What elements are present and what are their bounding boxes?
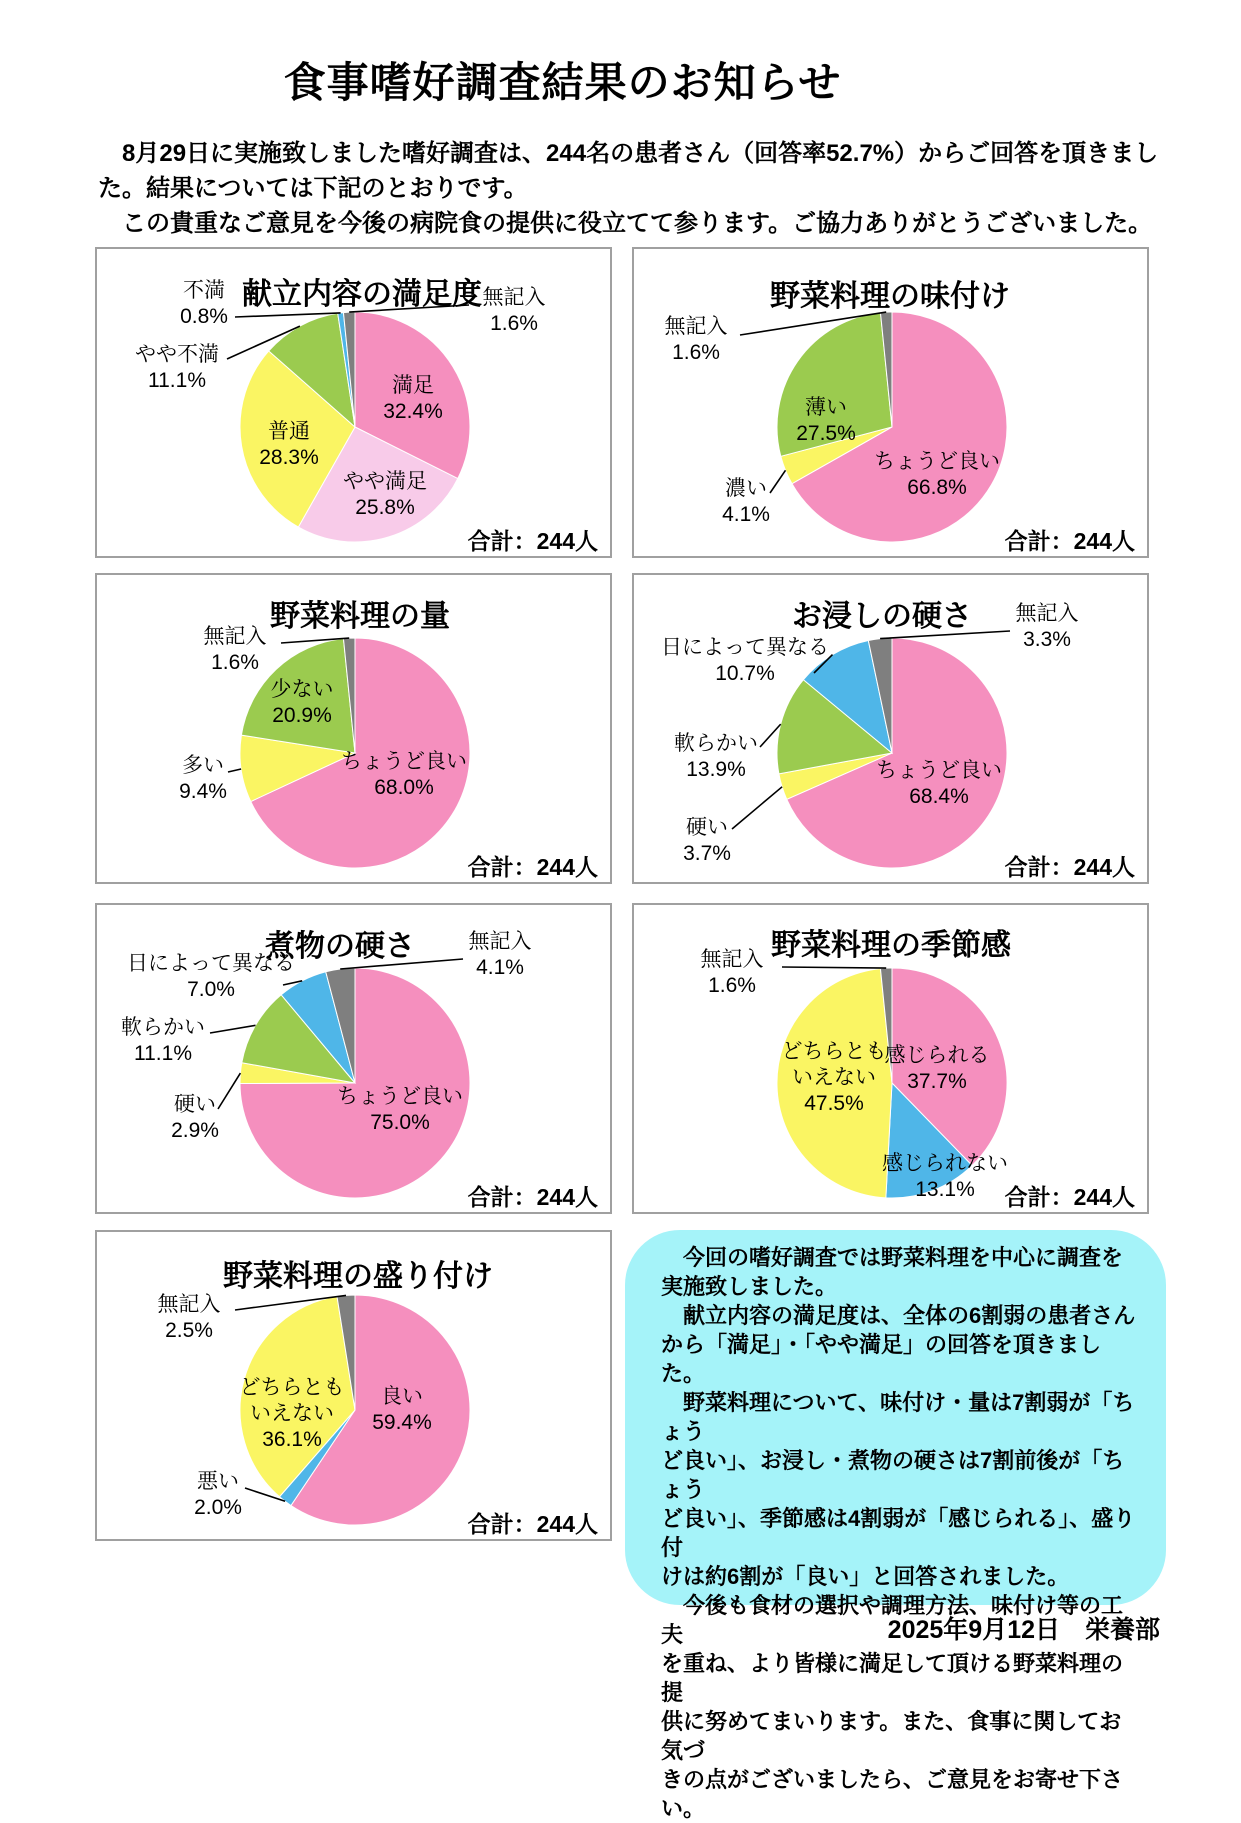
slice-label-pct: 0.8%	[180, 305, 228, 328]
summary-line: 今後も食材の選択や調理方法、味付け等の工夫	[661, 1593, 1124, 1647]
chart-box-veg-amount	[95, 573, 612, 884]
slice-label-text: 無記入	[468, 930, 532, 953]
slice-label-text: 無記入	[482, 286, 546, 309]
slice-label-pct: 28.3%	[259, 446, 319, 469]
slice-label-text: 日によって異なる	[127, 952, 295, 975]
slice-label	[179, 753, 227, 805]
summary-line: 今回の嗜好調査では野菜料理を中心に調査を	[661, 1245, 1124, 1270]
slice-label	[469, 929, 532, 981]
slice-label-pct: 59.4%	[372, 1411, 432, 1434]
leader-line	[210, 1025, 256, 1033]
slice-label	[180, 278, 228, 330]
slice-label	[701, 947, 764, 999]
slice-label	[343, 469, 427, 521]
slice-label	[204, 624, 267, 676]
slice-label	[665, 314, 728, 366]
slice-label-text: 軟らかい	[674, 732, 758, 755]
slice-label	[683, 815, 731, 867]
slice-label	[171, 1092, 219, 1144]
chart-box-ohitashi-hardness	[632, 573, 1149, 884]
slice-label	[337, 1084, 463, 1136]
slice-label-pct: 20.9%	[272, 704, 332, 727]
slice-label	[885, 1043, 990, 1095]
slice-label	[782, 1039, 887, 1117]
leader-line	[782, 967, 886, 968]
slice-label-text: 薄い	[804, 396, 847, 419]
chart-total: 合計：244人	[467, 1184, 598, 1210]
slice-label-text: 日によって異なる	[661, 636, 829, 659]
slice-label	[341, 749, 467, 801]
slice-label	[674, 731, 758, 783]
slice-label	[722, 476, 770, 528]
slice-label-pct: 27.5%	[796, 422, 856, 445]
slice-label-text: 満足	[391, 374, 434, 397]
leader-line	[770, 470, 786, 493]
summary-line: 野菜料理について、味付け・量は7割弱が「ちょう	[661, 1390, 1135, 1444]
summary-line: けは約6割が「良い」と回答されました。	[661, 1564, 1070, 1589]
summary-line: きの点がございましたら、ご意見をお寄せ下さい。	[661, 1767, 1124, 1821]
summary-line: 供に努めてまいります。また、食事に関してお気づ	[661, 1709, 1122, 1763]
slice-label	[259, 419, 319, 471]
slice-label-text: 無記入	[664, 315, 728, 338]
slice-label-pct: 2.9%	[171, 1119, 219, 1142]
slice-label	[1016, 601, 1079, 653]
slice-label-text: 無記入	[700, 948, 764, 971]
slice-label	[483, 285, 546, 337]
chart-total: 合計：244人	[1004, 854, 1135, 880]
slice-label-text: 無記入	[203, 625, 267, 648]
slice-label	[240, 1375, 345, 1453]
chart-box-menu-satisfaction	[95, 247, 612, 558]
slice-label-text: 良い	[380, 1385, 423, 1408]
leader-line	[732, 787, 782, 829]
slice-label-pct: 4.1%	[722, 503, 770, 526]
slice-label-pct: 75.0%	[370, 1111, 430, 1134]
chart-title: 野菜料理の盛り付け	[223, 1260, 493, 1293]
slice-label-text: いえない	[250, 1402, 334, 1425]
slice-label	[135, 342, 219, 394]
slice-label-text: 無記入	[1015, 602, 1079, 625]
intro-line: この貴重なご意見を今後の病院食の提供に役立てて参ります。ご協力ありがとうございました。	[98, 210, 1153, 237]
chart-box-veg-seasoning	[632, 247, 1149, 558]
slice-label-text: 濃い	[725, 477, 767, 500]
slice-label-pct: 1.6%	[672, 341, 720, 364]
slice-label-pct: 11.1%	[134, 1042, 192, 1065]
summary-line: 実施致しました。	[661, 1274, 838, 1299]
slice-label-text: 軟らかい	[121, 1016, 205, 1039]
chart-title: お浸しの硬さ	[792, 600, 972, 633]
chart-total: 合計：244人	[467, 854, 598, 880]
chart-title: 献立内容の満足度	[242, 278, 482, 311]
slice-label	[372, 1384, 432, 1436]
slice-label-pct: 13.9%	[686, 758, 746, 781]
slice-label-text: 悪い	[197, 1470, 239, 1493]
page-title: 食事嗜好調査結果のお知らせ	[283, 59, 842, 106]
slice-label	[158, 1292, 221, 1344]
slice-label-text: いえない	[792, 1066, 876, 1089]
summary-line: ど良い」、季節感は4割弱が「感じられる」、盛り付	[661, 1506, 1136, 1560]
chart-title: 野菜料理の量	[270, 600, 450, 633]
slice-label-pct: 66.8%	[907, 476, 967, 499]
chart-box-veg-seasonality	[632, 903, 1149, 1214]
slice-label-text: 硬い	[686, 816, 728, 839]
slice-label-text: 普通	[267, 420, 310, 443]
slice-label-text: 感じられない	[882, 1152, 1008, 1175]
slice-label-pct: 2.0%	[194, 1496, 242, 1519]
slice-label-pct: 3.7%	[683, 842, 731, 865]
slice-label	[796, 395, 856, 447]
slice-label-pct: 36.1%	[262, 1428, 322, 1451]
chart-total: 合計：244人	[467, 1511, 598, 1537]
slice-label	[882, 1151, 1008, 1203]
slice-label-text: 不満	[183, 279, 225, 302]
slice-label-pct: 1.6%	[708, 974, 756, 997]
slice-label-text: 無記入	[157, 1293, 221, 1316]
chart-box-veg-presentation	[95, 1230, 612, 1541]
slice-label	[194, 1469, 242, 1521]
slice-label	[661, 635, 829, 687]
slice-label-text: ちょうど良い	[341, 750, 467, 773]
leader-line	[228, 769, 241, 772]
slice-label-pct: 13.1%	[915, 1178, 975, 1201]
slice-label	[383, 373, 443, 425]
chart-title: 野菜料理の味付け	[770, 280, 1010, 313]
slice-label-pct: 11.1%	[148, 369, 206, 392]
slice-label-pct: 68.4%	[909, 785, 969, 808]
slice-label-text: どちらとも	[239, 1376, 345, 1399]
slice-label	[874, 449, 1000, 501]
chart-total: 合計：244人	[1004, 528, 1135, 554]
slice-label-text: ちょうど良い	[876, 759, 1002, 782]
summary-line: 献立内容の満足度は、全体の6割弱の患者さん	[661, 1303, 1136, 1328]
slice-label-pct: 3.3%	[1023, 628, 1071, 651]
slice-label-text: やや不満	[135, 343, 219, 366]
slice-label-pct: 25.8%	[355, 496, 415, 519]
slice-label-pct: 1.6%	[490, 312, 538, 335]
slice-label-pct: 9.4%	[179, 780, 227, 803]
slice-label	[121, 1015, 205, 1067]
summary-line: から「満足」・「やや満足」の回答を頂きました。	[661, 1332, 1102, 1386]
slice-label-pct: 32.4%	[383, 400, 443, 423]
slice-label-pct: 68.0%	[374, 776, 434, 799]
intro-line: 8月29日に実施致しました嗜好調査は、244名の患者さん（回答率52.7%）からご回答を頂きまし	[98, 140, 1159, 167]
chart-title: 野菜料理の季節感	[771, 929, 1011, 962]
slice-label-text: 少ない	[270, 678, 334, 701]
chart-box-nimono-hardness	[95, 903, 612, 1214]
chart-total: 合計：244人	[467, 528, 598, 554]
slice-label-pct: 4.1%	[476, 956, 524, 979]
leader-line	[218, 1073, 240, 1109]
slice-label	[271, 677, 334, 729]
chart-total: 合計：244人	[1004, 1184, 1135, 1210]
intro-line: た。結果については下記のとおりです。	[98, 175, 528, 202]
summary-line: を重ね、より皆様に満足して頂ける野菜料理の提	[661, 1651, 1124, 1705]
slice-label-pct: 47.5%	[804, 1092, 864, 1115]
slice-label-text: どちらとも	[781, 1040, 887, 1063]
slice-label-pct: 1.6%	[211, 651, 259, 674]
slice-label-text: ちょうど良い	[337, 1085, 463, 1108]
slice-label-text: 感じられる	[884, 1044, 990, 1067]
slice-label-pct: 2.5%	[165, 1319, 213, 1342]
slice-label-text: 多い	[182, 754, 224, 777]
footer-date: 2025年9月12日 栄養部	[887, 1616, 1160, 1644]
slice-label-text: やや満足	[343, 470, 427, 493]
intro-paragraph	[98, 136, 1168, 241]
slice-label-pct: 7.0%	[187, 978, 235, 1001]
chart-title: 煮物の硬さ	[265, 930, 415, 963]
slice-label	[876, 758, 1002, 810]
slice-label-pct: 37.7%	[907, 1070, 967, 1093]
slice-label-pct: 10.7%	[715, 662, 775, 685]
summary-line: ど良い」、お浸し・煮物の硬さは7割前後が「ちょう	[661, 1448, 1125, 1502]
slice-label-text: 硬い	[174, 1093, 216, 1116]
slice-label-text: ちょうど良い	[874, 450, 1000, 473]
